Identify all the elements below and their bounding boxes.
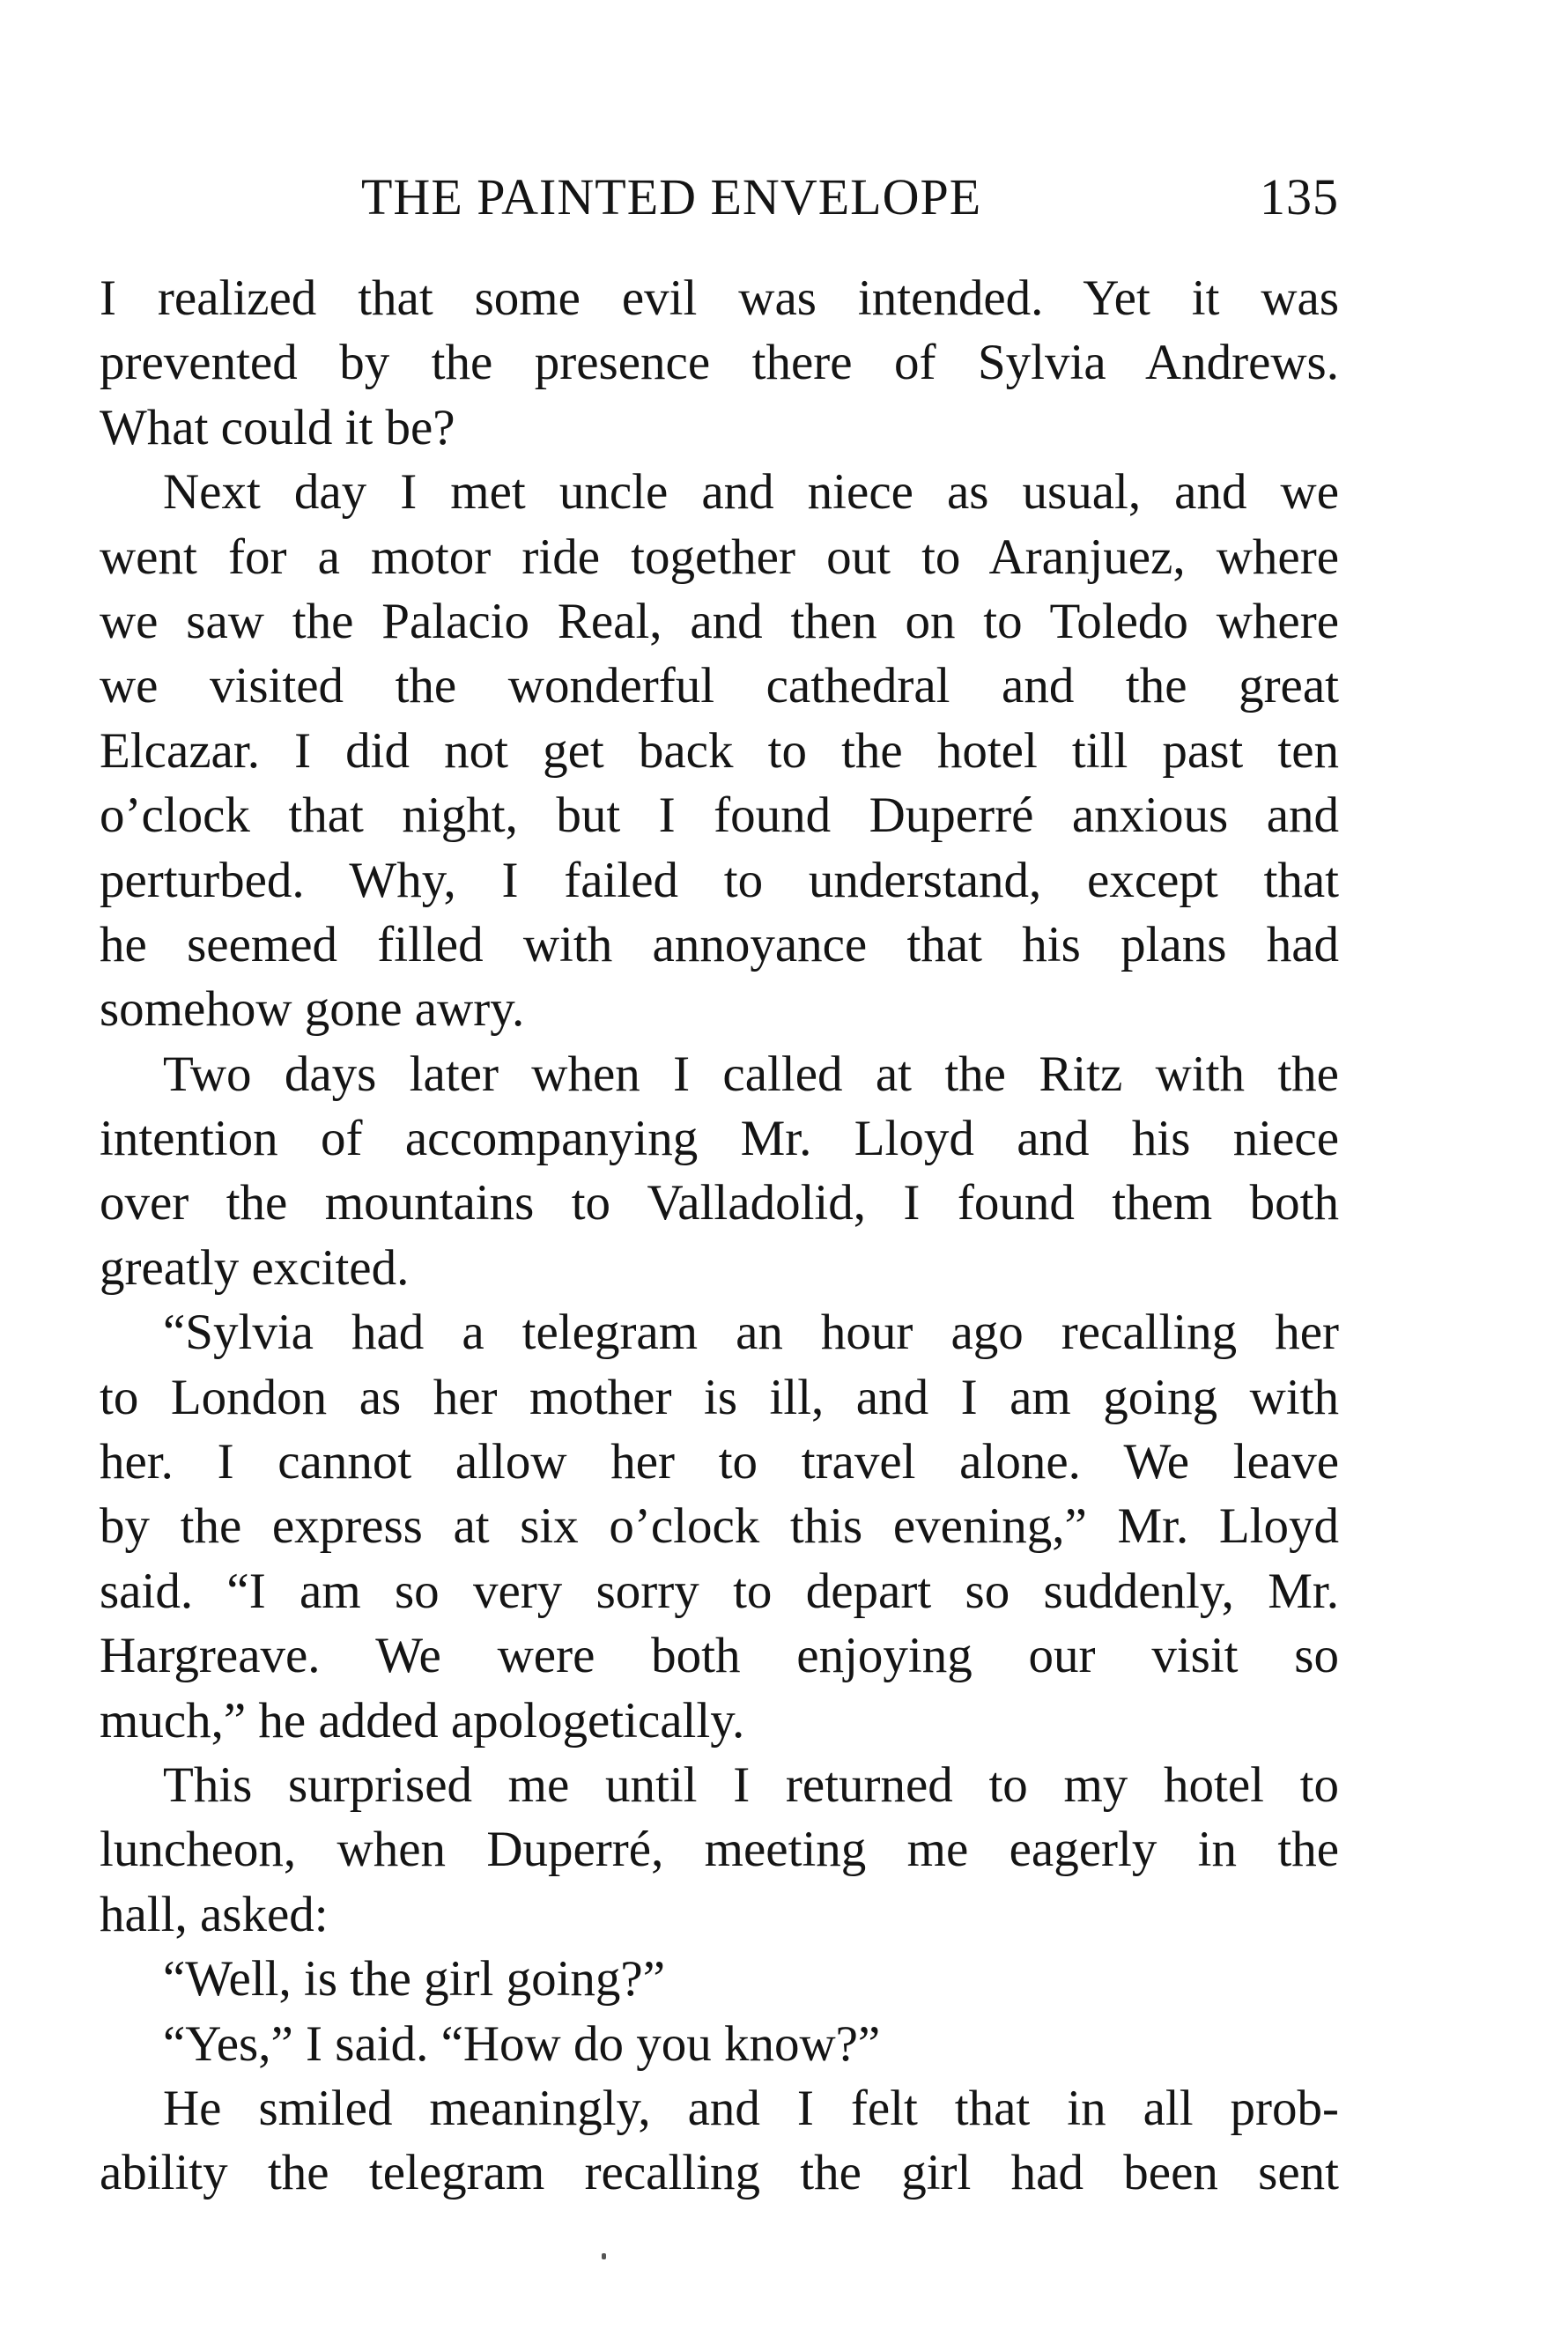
text-line: Elcazar. I did not get back to the hotel till past ten [100, 722, 1339, 779]
text-line: Two days later when I called at the Ritz with the [163, 1046, 1339, 1102]
text-line: went for a motor ride together out to Aranjuez, where [100, 529, 1339, 585]
text-line: This surprised me until I returned to my hotel to [163, 1756, 1339, 1813]
page-number: 135 [1260, 168, 1339, 226]
text-line: much,” he added apologetically. [100, 1692, 745, 1749]
text-line: to London as her mother is ill, and I am going with [100, 1369, 1339, 1425]
text-line: luncheon, when Duperré, meeting me eagerly in the [100, 1822, 1339, 1878]
text-line: I realized that some evil was intended. Yet it was [100, 270, 1339, 326]
text-line: by the express at six o’clock this evening,” Mr. Lloyd [100, 1498, 1339, 1555]
text-line: somehow gone awry. [100, 981, 525, 1038]
text-line: said. “I am so very sorry to depart so suddenly, Mr. [100, 1563, 1339, 1619]
running-head [361, 164, 1339, 231]
text-line: ability the telegram recalling the girl had been sent [100, 2145, 1339, 2201]
text-line: What could it be? [100, 399, 455, 455]
text-line: He smiled meaningly, and I felt that in all prob- [163, 2080, 1339, 2136]
text-line: hall, asked: [100, 1886, 329, 1942]
text-line: “Yes,” I said. “How do you know?” [163, 2015, 881, 2072]
text-line: perturbed. Why, I failed to understand, except that [100, 852, 1339, 908]
printer-mark [602, 2253, 606, 2259]
text-line: we saw the Palacio Real, and then on to Toledo where [100, 593, 1339, 649]
text-line: he seemed filled with annoyance that his plans had [100, 916, 1339, 972]
text-line: intention of accompanying Mr. Lloyd and his niece [100, 1111, 1339, 1167]
text-line: Next day I met uncle and niece as usual, and we [163, 464, 1339, 521]
text-line: greatly excited. [100, 1239, 410, 1296]
text-line: prevented by the presence there of Sylvia Andrews. [100, 335, 1339, 391]
body-text [100, 266, 1339, 2206]
text-line: o’clock that night, but I found Duperré anxious and [100, 787, 1339, 844]
text-line: her. I cannot allow her to travel alone. We leave [100, 1434, 1339, 1490]
text-line: Hargreave. We were both enjoying our visit so [100, 1628, 1339, 1684]
text-line: “Sylvia had a telegram an hour ago recalling her [163, 1305, 1339, 1361]
running-title: THE PAINTED ENVELOPE [361, 168, 982, 226]
text-line: we visited the wonderful cathedral and the great [100, 658, 1339, 714]
text-line: over the mountains to Valladolid, I found them both [100, 1175, 1339, 1231]
text-line: “Well, is the girl going?” [163, 1951, 665, 2007]
